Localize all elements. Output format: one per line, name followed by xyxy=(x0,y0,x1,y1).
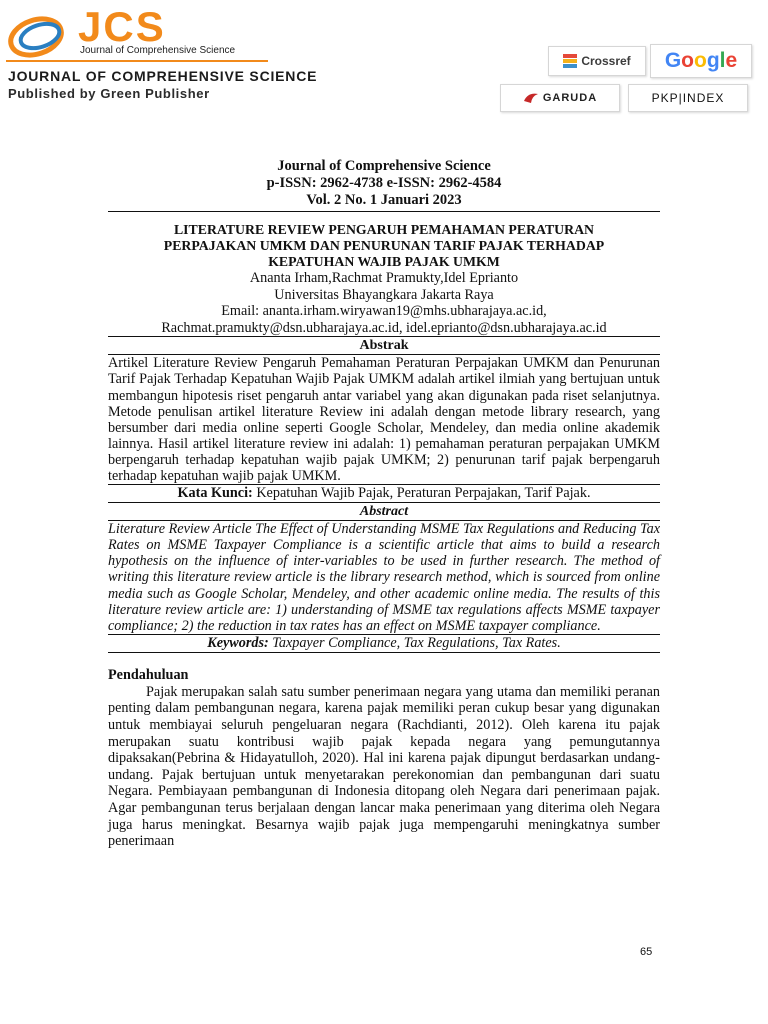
garuda-label: GARUDA xyxy=(542,92,598,104)
page-number: 65 xyxy=(640,946,653,958)
email-line[interactable]: Email: ananta.irham.wiryawan19@mhs.ubharajaya.ac.id, xyxy=(221,303,547,320)
title-line: LITERATURE REVIEW PENGARUH PEMAHAMAN PERATURAN xyxy=(173,222,595,237)
pkp-index-label: PKP|INDEX xyxy=(651,91,725,105)
crossref-badge[interactable] xyxy=(548,46,646,76)
issn: p-ISSN: 2962-4738 e-ISSN: 2962-4584 xyxy=(266,175,502,191)
keywords xyxy=(108,635,660,652)
abstract-text: Literature Review Article The Effect of Understanding MSME Tax Regulations and Reducing Tax Rates on MSME Taxpayer Compliance is a scientific article that aims to build a research hypothesis on the influence of inter-variables to be used in further research. The method of writing this literature review article is the library research method, which is sourced from online media such as Google Scholar, Mendeley, and other academic online media. The results of this literature review article are: 1) understanding of MSME tax regulations affects MSME taxpayer compliance; 2) the reduction in tax rates has an effect on MSME taxpayer compliance. xyxy=(108,521,660,634)
logo-subtitle: Journal of Comprehensive Science xyxy=(80,45,236,56)
kata-kunci xyxy=(108,485,660,502)
journal-name: Journal of Comprehensive Science xyxy=(277,158,491,174)
author-block xyxy=(108,270,660,336)
kata-kunci-label: Kata Kunci: xyxy=(177,485,253,502)
google-letter: o xyxy=(681,49,694,72)
masthead-journal-name: JOURNAL OF COMPREHENSIVE SCIENCE xyxy=(8,68,318,84)
abstrak-text: Artikel Literature Review Pengaruh Pemahaman Peraturan Perpajakan UMKM dan Penurunan Tarif Pajak Terhadap Kepatuhan Wajib Pajak UMKM adalah artikel ilmiah yang bertujuan untuk membangun hipotesis riset pengaruh antar variabel yang akan digunakan pada riset selanjutnya. Metode penulisan artikel literature Review ini adalah dengan metode library research, yang bersumber dari media online seperti Google Scholar, Mendeley, dan media online akademik lainnya. Hasil artikel literature review ini adalah: 1) pemahaman peraturan perpajakan UMKM berpengaruh terhadap kepatuhan wajib pajak UMKM; 2) penurunan tarif pajak berpengaruh terhadap kepatuhan wajib pajak UMKM. xyxy=(108,355,660,485)
crossref-label: Crossref xyxy=(581,54,631,68)
pkp-index-badge[interactable] xyxy=(628,84,748,112)
header-rule xyxy=(108,211,660,212)
google-scholar-badge[interactable] xyxy=(650,44,752,78)
article-page xyxy=(108,158,660,850)
title-line: PERPAJAKAN UMKM DAN PENURUNAN TARIF PAJAK TERHADAP xyxy=(163,238,605,253)
journal-masthead xyxy=(0,0,768,115)
logo-divider xyxy=(6,60,268,62)
google-letter: e xyxy=(725,49,738,72)
jcs-swirl-logo-icon xyxy=(6,12,76,62)
section-rule xyxy=(108,652,660,653)
masthead-publisher: Published by Green Publisher xyxy=(8,86,210,101)
email-line[interactable]: Rachmat.pramukty@dsn.ubharajaya.ac.id, idel.eprianto@dsn.ubharajaya.ac.id xyxy=(161,319,607,336)
authors: Ananta Irham,Rachmat Pramukty,Idel Eprianto xyxy=(249,270,519,286)
kata-kunci-text: Kepatuhan Wajib Pajak, Peraturan Perpajakan, Tarif Pajak. xyxy=(252,485,591,502)
keywords-text: Taxpayer Compliance, Tax Regulations, Tax Rates. xyxy=(268,634,561,651)
abstract-heading: Abstract xyxy=(359,504,409,520)
affiliation: Universitas Bhayangkara Jakarta Raya xyxy=(274,286,494,303)
article-title xyxy=(108,222,660,270)
volume-issue: Vol. 2 No. 1 Januari 2023 xyxy=(306,192,462,208)
google-letter: g xyxy=(706,49,720,72)
journal-header xyxy=(108,158,660,209)
keywords-label: Keywords: xyxy=(207,634,269,651)
pendahuluan-text: Pajak merupakan salah satu sumber penerimaan negara yang utama dan memiliki peranan penting dalam pembangunan negara, karena pajak memiliki peran cukup besar yang digunakan untuk membiayai seluruh pengeluaran negara (Rachdianti, 2012). Oleh karena itu pajak merupakan suatu kontribusi wajib pajak kepada negara yang pemungutannya dipaksakan(Pebrina & Hidayatulloh, 2020). Hal ini karena pajak dipungut berdasarkan undang-undang. Pajak bertujuan untuk menyetarakan perekonomian dan pembangunan dari suatu Negara. Pembiayaan pembangunan di Indonesia ditopang oleh Negara dari penerimaan pajak. Agar pembangunan terus berjalaan dengan lancar maka penerimaan yang diterima oleh Negara juga harus meningkat. Besarnya wajib pajak juga mempengaruhi meningkatnya sumber penerimaan xyxy=(108,683,660,850)
pendahuluan-heading: Pendahuluan xyxy=(108,666,189,683)
google-letter: G xyxy=(664,49,682,72)
abstrak-heading: Abstrak xyxy=(359,338,409,354)
garuda-bird-icon xyxy=(523,91,539,105)
garuda-badge[interactable] xyxy=(500,84,620,112)
google-letter: o xyxy=(693,49,707,72)
crossref-icon xyxy=(563,54,577,68)
title-line: KEPATUHAN WAJIB PAJAK UMKM xyxy=(268,254,500,269)
google-letter: l xyxy=(719,49,726,72)
jcs-logo-letters: JCS xyxy=(78,3,166,50)
